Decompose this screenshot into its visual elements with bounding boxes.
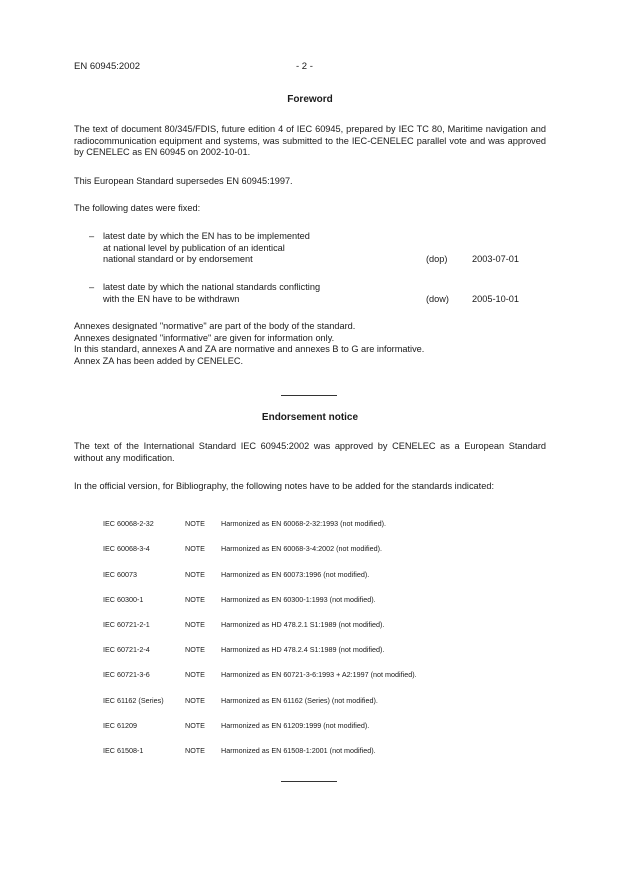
annex-line: In this standard, annexes A and ZA are normative and annexes B to G are informative. xyxy=(74,344,425,355)
note-text: Harmonized as EN 60721-3-6:1993 + A2:1997 (not modified). xyxy=(221,670,417,679)
note-row xyxy=(0,544,619,556)
note-label: NOTE xyxy=(185,670,205,679)
note-label: NOTE xyxy=(185,721,205,730)
date-item-line: with the EN have to be withdrawn xyxy=(103,293,240,304)
foreword-title: Foreword xyxy=(287,94,333,105)
note-row xyxy=(0,620,619,632)
note-standard: IEC 60721-2-1 xyxy=(103,620,150,629)
note-label: NOTE xyxy=(185,544,205,553)
section-divider xyxy=(281,395,337,396)
note-text: Harmonized as HD 478.2.4 S1:1989 (not modified). xyxy=(221,645,385,654)
annex-line: Annexes designated "informative" are given for information only. xyxy=(74,332,335,343)
annex-line: Annex ZA has been added by CENELEC. xyxy=(74,355,244,366)
note-standard: IEC 60721-3-6 xyxy=(103,670,150,679)
date-item-line: latest date by which the EN has to be implemented xyxy=(103,231,310,241)
note-label: NOTE xyxy=(185,570,205,579)
note-label: NOTE xyxy=(185,519,205,528)
note-text: Harmonized as HD 478.2.1 S1:1989 (not modified). xyxy=(221,620,385,629)
note-text: Harmonized as EN 61508-1:2001 (not modified). xyxy=(221,746,376,755)
note-row xyxy=(0,570,619,582)
note-row xyxy=(0,746,619,758)
note-text: Harmonized as EN 60300-1:1993 (not modified). xyxy=(221,595,376,604)
note-text: Harmonized as EN 60073:1996 (not modified). xyxy=(221,570,370,579)
section-divider xyxy=(281,781,337,782)
dop-date: 2003-07-01 xyxy=(472,254,519,265)
note-label: NOTE xyxy=(185,595,205,604)
note-standard: IEC 61209 xyxy=(103,721,137,730)
date-item-line: national standard or by endorsement xyxy=(103,254,253,265)
note-standard: IEC 61162 (Series) xyxy=(103,696,164,705)
document-id: EN 60945:2002 xyxy=(74,61,141,72)
note-standard: IEC 60073 xyxy=(103,570,137,579)
note-row xyxy=(0,696,619,708)
endorsement-para-2: In the official version, for Bibliography, the following notes have to be added for the standards indicated: xyxy=(74,481,494,491)
date-item-line: latest date by which the national standards conflicting xyxy=(103,282,321,292)
note-row xyxy=(0,645,619,657)
note-text: Harmonized as EN 60068-2-32:1993 (not modified). xyxy=(221,519,387,528)
note-text: Harmonized as EN 61162 (Series) (not modified). xyxy=(221,696,378,705)
date-item-line: at national level by publication of an identical xyxy=(103,242,285,253)
list-bullet: – xyxy=(89,282,95,292)
dop-label: (dop) xyxy=(426,254,448,265)
annex-line: Annexes designated "normative" are part of the body of the standard. xyxy=(74,321,356,331)
dates-intro: The following dates were fixed: xyxy=(74,203,201,213)
supersedes-text: This European Standard supersedes EN 60945:1997. xyxy=(74,176,293,186)
page-number: - 2 - xyxy=(296,61,313,72)
note-text: Harmonized as EN 60068-3-4:2002 (not modified). xyxy=(221,544,383,553)
note-row xyxy=(0,519,619,531)
note-row xyxy=(0,670,619,682)
dow-date: 2005-10-01 xyxy=(472,293,519,304)
note-label: NOTE xyxy=(185,746,205,755)
note-label: NOTE xyxy=(185,645,205,654)
note-standard: IEC 60068-2-32 xyxy=(103,519,154,528)
note-text: Harmonized as EN 61209:1999 (not modified). xyxy=(221,721,370,730)
note-label: NOTE xyxy=(185,696,205,705)
note-label: NOTE xyxy=(185,620,205,629)
note-row xyxy=(0,721,619,733)
dow-label: (dow) xyxy=(426,293,449,304)
endorsement-para-1: The text of the International Standard IEC 60945:2002 was approved by CENELEC as a European Standard without any modification. xyxy=(74,441,546,463)
note-standard: IEC 60068-3-4 xyxy=(103,544,150,553)
list-bullet: – xyxy=(89,231,95,241)
foreword-intro: The text of document 80/345/FDIS, future edition 4 of IEC 60945, prepared by IEC TC 80, Maritime navigation and radiocommunication equipment and systems, was submitted to the IEC-CENELEC parallel vote and was approved by CENELEC as EN 60945 on 2002-10-01. xyxy=(74,124,546,158)
note-standard: IEC 60721-2-4 xyxy=(103,645,150,654)
endorsement-title: Endorsement notice xyxy=(261,412,359,423)
note-standard: IEC 60300-1 xyxy=(103,595,144,604)
note-row xyxy=(0,595,619,607)
note-standard: IEC 61508-1 xyxy=(103,746,144,755)
